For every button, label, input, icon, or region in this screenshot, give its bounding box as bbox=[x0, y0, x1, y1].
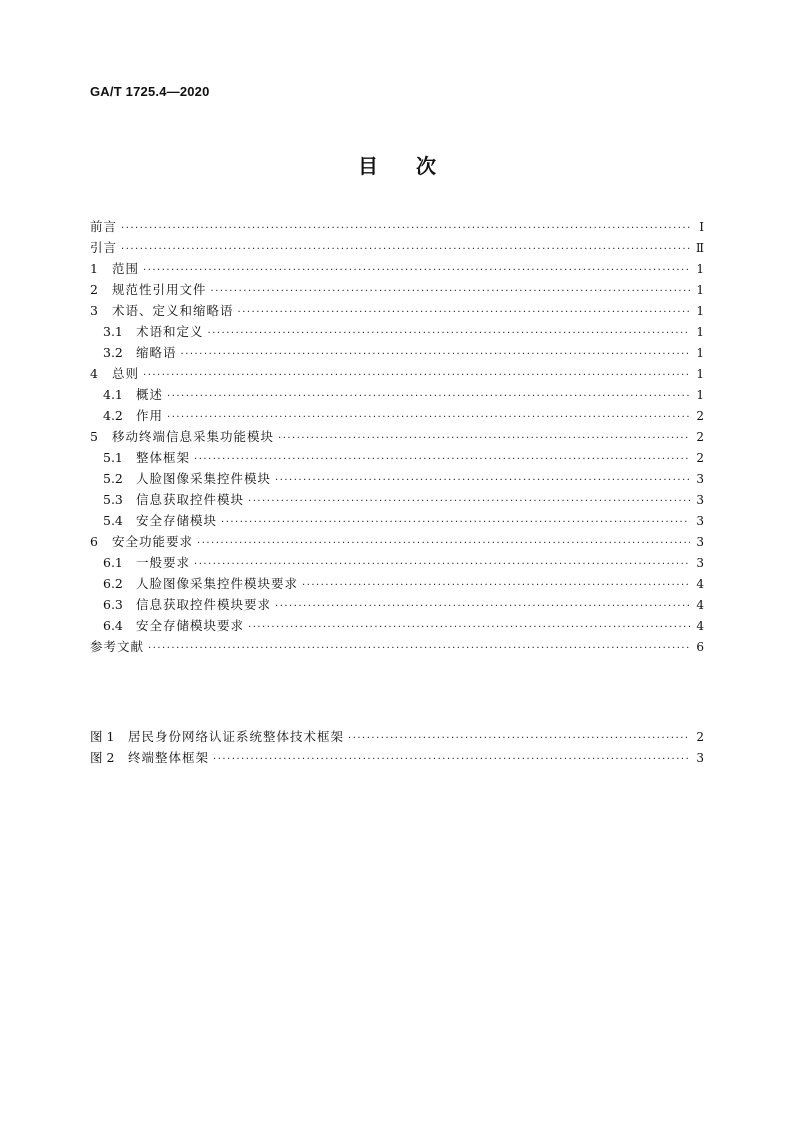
toc-entry-number: 5.3 bbox=[103, 492, 123, 507]
dot-leader bbox=[148, 638, 690, 659]
dot-leader bbox=[121, 218, 690, 239]
dot-leader bbox=[194, 449, 690, 470]
toc-entry-number: 5 bbox=[90, 429, 98, 444]
toc-entry-label: 引言 bbox=[90, 240, 118, 255]
toc-entry-page: 2 bbox=[696, 451, 704, 465]
figure-entry-number: 图 1 bbox=[90, 729, 115, 744]
toc-entry-label: 规范性引用文件 bbox=[112, 282, 207, 297]
toc-entry[interactable] bbox=[90, 510, 704, 531]
toc-entry-page: 1 bbox=[696, 325, 704, 339]
toc-entry-page: 4 bbox=[696, 598, 704, 612]
toc-entry-label: 整体框架 bbox=[136, 450, 191, 465]
toc-entry-page: 1 bbox=[696, 283, 704, 297]
toc-entry[interactable] bbox=[90, 279, 704, 300]
toc-entry-page: 1 bbox=[696, 367, 704, 381]
dot-leader bbox=[238, 302, 690, 323]
toc-entry-number: 6.3 bbox=[103, 597, 123, 612]
figure-list bbox=[90, 726, 704, 768]
dot-leader bbox=[167, 407, 690, 428]
toc-entry-page: 4 bbox=[696, 619, 704, 633]
toc-entry-label: 人脸图像采集控件模块要求 bbox=[136, 576, 299, 591]
toc-entry-number: 5.1 bbox=[103, 450, 123, 465]
dot-leader bbox=[348, 728, 690, 749]
toc-entry[interactable] bbox=[90, 615, 704, 636]
toc-entry-page: 3 bbox=[696, 535, 704, 549]
dot-leader bbox=[208, 323, 690, 344]
dot-leader bbox=[221, 512, 690, 533]
toc-entry[interactable] bbox=[90, 384, 704, 405]
toc-entry-number: 2 bbox=[90, 282, 98, 297]
toc-entry[interactable] bbox=[90, 342, 704, 363]
toc-entry-number: 3 bbox=[90, 303, 98, 318]
toc-entry-number: 6 bbox=[90, 534, 98, 549]
toc-entry-number: 4.1 bbox=[103, 387, 123, 402]
toc-entry[interactable] bbox=[90, 405, 704, 426]
dot-leader bbox=[275, 596, 690, 617]
toc-entry[interactable] bbox=[90, 573, 704, 594]
toc-entry-page: 3 bbox=[696, 556, 704, 570]
toc-entry-page: 1 bbox=[696, 262, 704, 276]
toc-entry-page: 2 bbox=[696, 430, 704, 444]
toc-entry-label: 安全存储模块要求 bbox=[136, 618, 245, 633]
toc-entry-page: 6 bbox=[696, 640, 704, 654]
dot-leader bbox=[248, 617, 690, 638]
toc-entry[interactable] bbox=[90, 321, 704, 342]
toc-entry-label: 安全存储模块 bbox=[136, 513, 218, 528]
toc-entry-label: 作用 bbox=[136, 408, 164, 423]
toc-entry[interactable] bbox=[90, 636, 704, 657]
toc-entry-number: 3.2 bbox=[103, 345, 123, 360]
page-title: 目次 bbox=[358, 154, 474, 178]
toc-entry-number: 6.2 bbox=[103, 576, 123, 591]
toc-entry-label: 人脸图像采集控件模块 bbox=[136, 471, 272, 486]
toc-entry-number: 5.2 bbox=[103, 471, 123, 486]
toc-entry-page: 3 bbox=[696, 493, 704, 507]
toc-entry-number: 6.1 bbox=[103, 555, 123, 570]
toc-entry-label: 一般要求 bbox=[136, 555, 191, 570]
toc-entry-number: 6.4 bbox=[103, 618, 123, 633]
toc-entry[interactable] bbox=[90, 447, 704, 468]
toc-entry[interactable] bbox=[90, 594, 704, 615]
toc-entry-label: 前言 bbox=[90, 219, 118, 234]
dot-leader bbox=[121, 239, 690, 260]
document-code: GA/T 1725.4—2020 bbox=[90, 84, 210, 99]
toc-entry-page: Ⅰ bbox=[699, 220, 704, 234]
toc-entry[interactable] bbox=[90, 552, 704, 573]
toc-entry-number: 4.2 bbox=[103, 408, 123, 423]
toc-entry[interactable] bbox=[90, 531, 704, 552]
toc-entry[interactable] bbox=[90, 300, 704, 321]
toc-entry-page: 1 bbox=[696, 388, 704, 402]
dot-leader bbox=[213, 749, 690, 770]
toc-entry-label: 信息获取控件模块要求 bbox=[136, 597, 272, 612]
dot-leader bbox=[167, 386, 690, 407]
dot-leader bbox=[194, 554, 690, 575]
dot-leader bbox=[181, 344, 690, 365]
toc-entry[interactable] bbox=[90, 468, 704, 489]
toc-entry-number: 4 bbox=[90, 366, 98, 381]
dot-leader bbox=[197, 533, 690, 554]
toc-entry-label: 术语、定义和缩略语 bbox=[112, 303, 234, 318]
dot-leader bbox=[143, 365, 690, 386]
toc-entry[interactable] bbox=[90, 489, 704, 510]
dot-leader bbox=[211, 281, 690, 302]
toc-entry-label: 参考文献 bbox=[90, 639, 145, 654]
toc-entry-page: 3 bbox=[696, 472, 704, 486]
toc-entry-number: 5.4 bbox=[103, 513, 123, 528]
toc-entry-page: Ⅱ bbox=[695, 241, 704, 255]
toc-entry-label: 概述 bbox=[136, 387, 164, 402]
figure-entry-page: 2 bbox=[696, 730, 704, 744]
table-of-contents bbox=[90, 216, 704, 657]
toc-entry-label: 范围 bbox=[112, 261, 140, 276]
toc-entry-label: 总则 bbox=[112, 366, 140, 381]
toc-entry[interactable] bbox=[90, 426, 704, 447]
toc-entry[interactable] bbox=[90, 216, 704, 237]
figure-entry-label: 终端整体框架 bbox=[128, 750, 210, 765]
dot-leader bbox=[302, 575, 690, 596]
dot-leader bbox=[278, 428, 690, 449]
figure-entry[interactable] bbox=[90, 726, 704, 747]
toc-entry-page: 3 bbox=[696, 514, 704, 528]
toc-entry-page: 2 bbox=[696, 409, 704, 423]
toc-entry[interactable] bbox=[90, 363, 704, 384]
figure-entry-page: 3 bbox=[696, 751, 704, 765]
toc-entry[interactable] bbox=[90, 237, 704, 258]
dot-leader bbox=[275, 470, 690, 491]
dot-leader bbox=[143, 260, 690, 281]
toc-entry[interactable] bbox=[90, 258, 704, 279]
toc-entry-page: 1 bbox=[696, 346, 704, 360]
figure-entry[interactable] bbox=[90, 747, 704, 768]
figure-entry-label: 居民身份网络认证系统整体技术框架 bbox=[128, 729, 345, 744]
figure-entry-number: 图 2 bbox=[90, 750, 115, 765]
toc-entry-label: 移动终端信息采集功能模块 bbox=[112, 429, 275, 444]
toc-entry-number: 1 bbox=[90, 261, 98, 276]
toc-entry-page: 1 bbox=[696, 304, 704, 318]
toc-entry-label: 术语和定义 bbox=[136, 324, 204, 339]
toc-entry-label: 缩略语 bbox=[136, 345, 177, 360]
toc-entry-page: 4 bbox=[696, 577, 704, 591]
toc-entry-label: 信息获取控件模块 bbox=[136, 492, 245, 507]
dot-leader bbox=[248, 491, 690, 512]
toc-entry-number: 3.1 bbox=[103, 324, 123, 339]
toc-entry-label: 安全功能要求 bbox=[112, 534, 194, 549]
